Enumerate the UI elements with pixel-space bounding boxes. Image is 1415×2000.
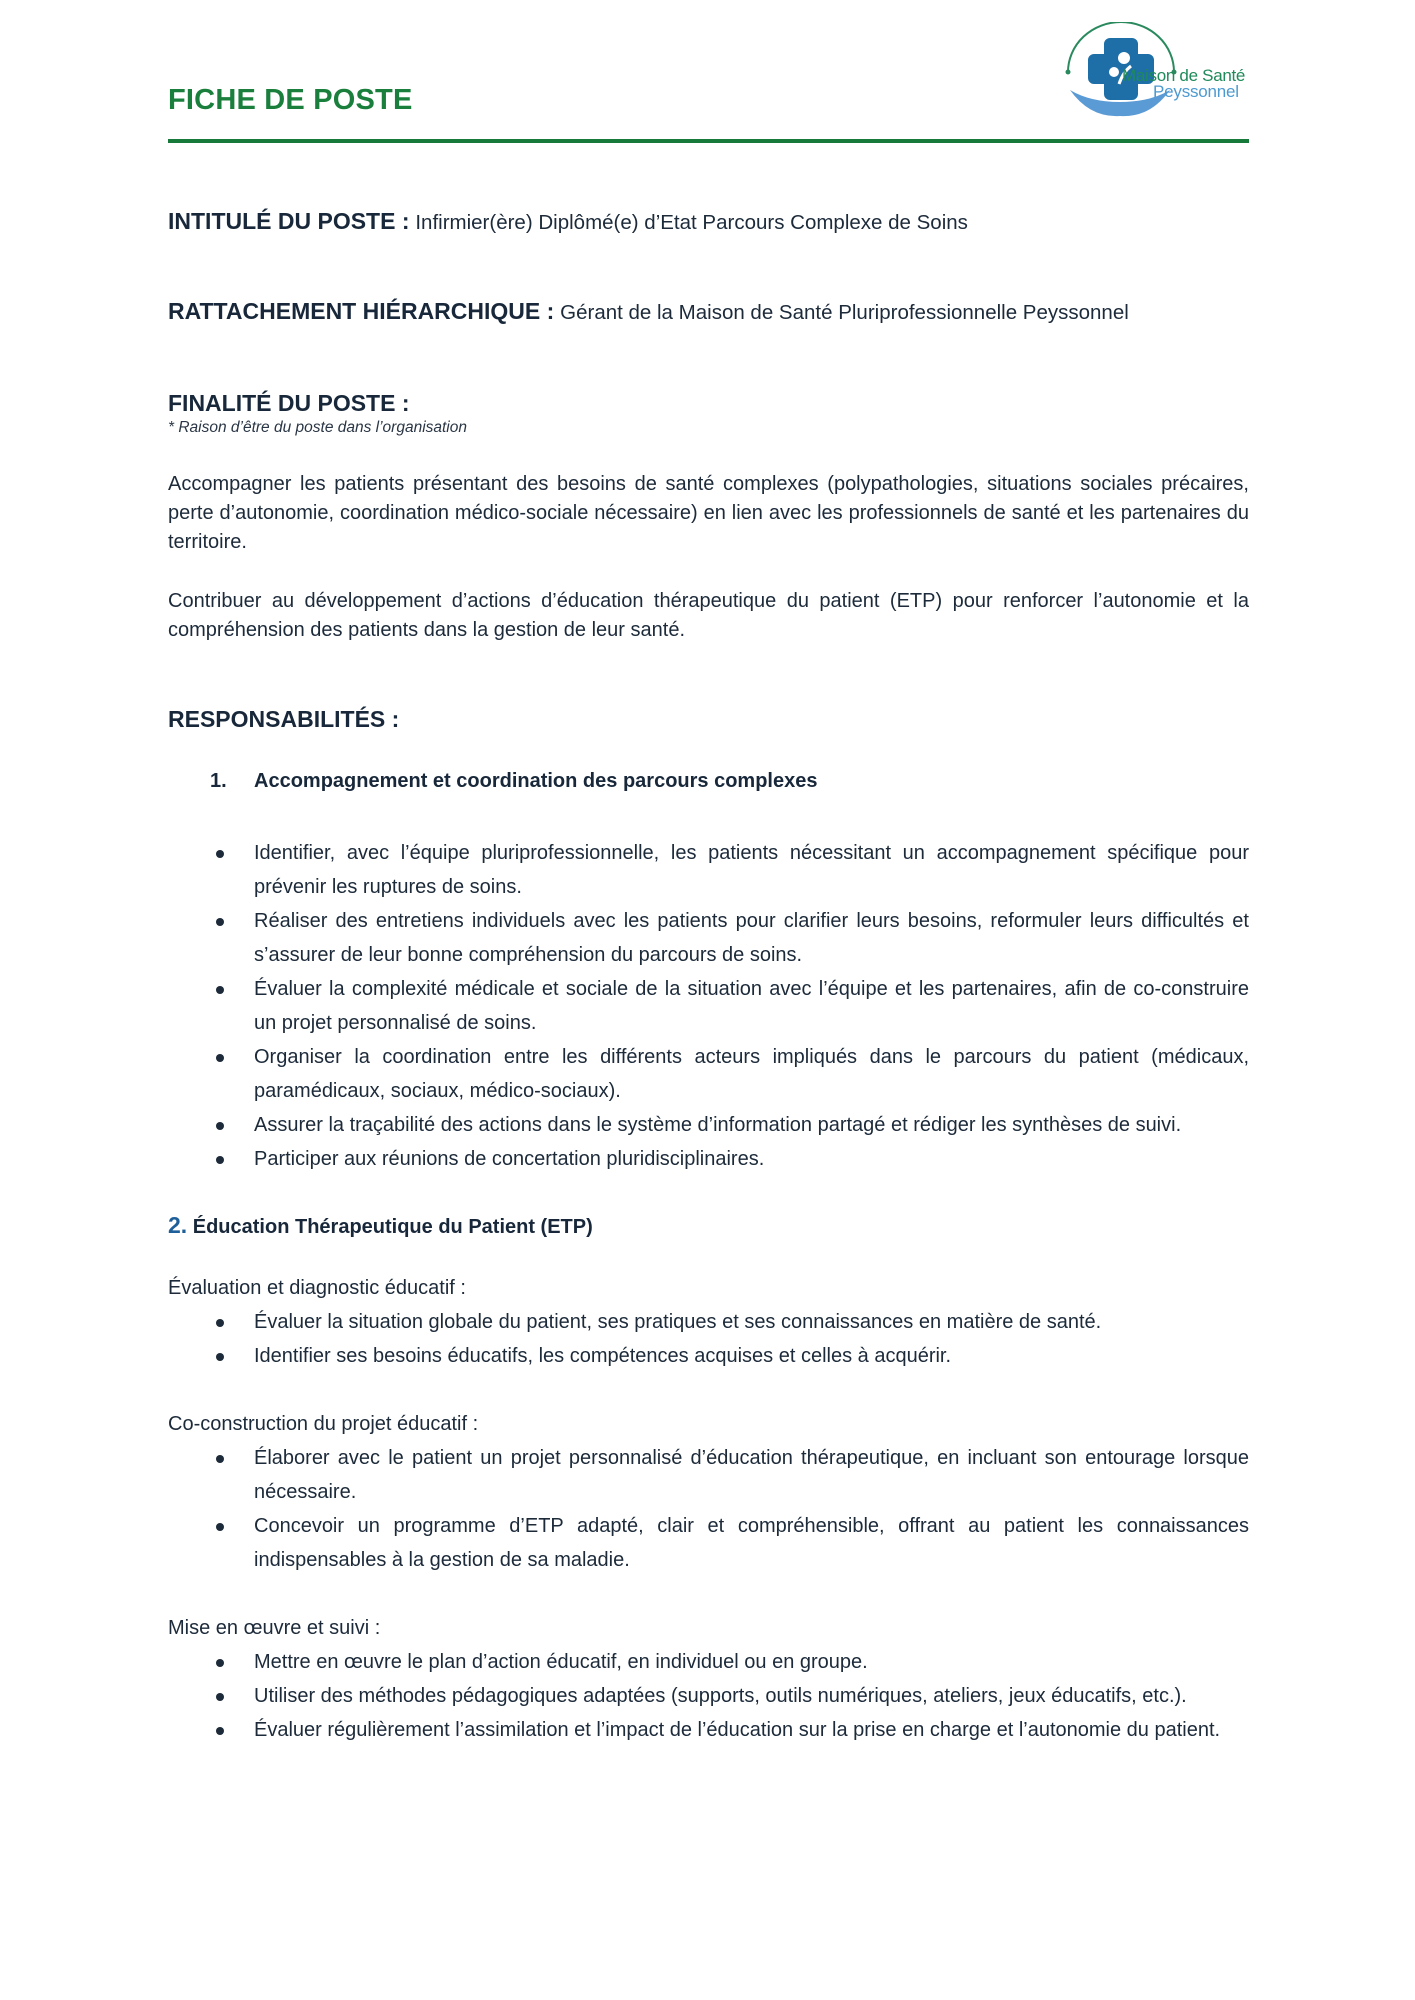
group-label: Co-construction du projet éducatif : <box>168 1413 479 1435</box>
logo-text-maison: Maison de Santé <box>1122 66 1246 85</box>
list-item: Organiser la coordination entre les différents acteurs impliqués dans le parcours du patient (médicaux, paramédicaux, sociaux, médico-sociaux). <box>168 1040 1249 1108</box>
header-divider <box>168 139 1249 143</box>
logo-text-peyssonnel: Peyssonnel <box>1153 82 1239 101</box>
bullet-icon <box>216 918 224 926</box>
group-list <box>168 1441 1249 1577</box>
group-list <box>168 1305 1249 1373</box>
section-1-list <box>168 836 1249 1176</box>
section-1-heading <box>210 770 817 793</box>
finalite-paragraph: Accompagner les patients présentant des besoins de santé complexes (polypathologies, situations sociales précaires, perte d’autonomie, coordination médico-sociale nécessaire) en lien avec les professionnels de santé et les partenaires du territoire. <box>168 473 1249 553</box>
finalite-paragraph: Contribuer au développement d’actions d’éducation thérapeutique du patient (ETP) pour renforcer l’autonomie et la compréhension des patients dans la gestion de leur santé. <box>168 590 1249 641</box>
heading-responsabilites: RESPONSABILITÉS : <box>168 706 400 732</box>
bullet-icon <box>216 1156 224 1164</box>
field-value: Infirmier(ère) Diplômé(e) d’Etat Parcours Complexe de Soins <box>415 211 968 234</box>
bullet-icon <box>216 1693 224 1701</box>
finalite-note: * Raison d’être du poste dans l’organisation <box>168 419 467 436</box>
bullet-icon <box>216 986 224 994</box>
section-title: Accompagnement et coordination des parcours complexes <box>254 770 818 792</box>
list-item: Évaluer la complexité médicale et sociale de la situation avec l’équipe et les partenaires, afin de co-construire un projet personnalisé de soins. <box>168 972 1249 1040</box>
list-item: Assurer la traçabilité des actions dans le système d’information partagé et rédiger les synthèses de suivi. <box>168 1108 1249 1142</box>
bullet-icon <box>216 1727 224 1735</box>
bullet-icon <box>216 1319 224 1327</box>
field-label: RATTACHEMENT HIÉRARCHIQUE : <box>168 298 555 324</box>
bullet-icon <box>216 1353 224 1361</box>
list-item: Évaluer la situation globale du patient, ses pratiques et ses connaissances en matière de santé. <box>168 1305 1249 1339</box>
list-item: Participer aux réunions de concertation pluridisciplinaires. <box>168 1142 1249 1176</box>
bullet-icon <box>216 1054 224 1062</box>
list-item: Concevoir un programme d’ETP adapté, clair et compréhensible, offrant au patient les connaissances indispensables à la gestion de sa maladie. <box>168 1509 1249 1577</box>
bullet-icon <box>216 1523 224 1531</box>
list-item: Mettre en œuvre le plan d’action éducatif, en individuel ou en groupe. <box>168 1645 1249 1679</box>
field-label: INTITULÉ DU POSTE : <box>168 208 410 234</box>
heading-finalite: FINALITÉ DU POSTE : <box>168 390 410 416</box>
bullet-icon <box>216 850 224 858</box>
list-item: Évaluer régulièrement l’assimilation et l’impact de l’éducation sur la prise en charge et l’autonomie du patient. <box>168 1713 1249 1747</box>
bullet-icon <box>216 1659 224 1667</box>
section-number: 1. <box>210 770 227 792</box>
section-title: Éducation Thérapeutique du Patient (ETP) <box>192 1216 593 1238</box>
field-value: Gérant de la Maison de Santé Pluriprofessionnelle Peyssonnel <box>560 301 1129 324</box>
document-title: FICHE DE POSTE <box>168 84 413 116</box>
list-item: Utiliser des méthodes pédagogiques adaptées (supports, outils numériques, ateliers, jeux éducatifs, etc.). <box>168 1679 1249 1713</box>
group-label: Mise en œuvre et suivi : <box>168 1617 381 1639</box>
list-item: Identifier, avec l’équipe pluriprofessionnelle, les patients nécessitant un accompagnement spécifique pour prévenir les ruptures de soins. <box>168 836 1249 904</box>
group-list <box>168 1645 1249 1747</box>
field-intitule <box>168 208 968 235</box>
list-item: Réaliser des entretiens individuels avec les patients pour clarifier leurs besoins, reformuler leurs difficultés et s’assurer de leur bonne compréhension du parcours de soins. <box>168 904 1249 972</box>
bullet-icon <box>216 1122 224 1130</box>
list-item: Identifier ses besoins éducatifs, les compétences acquises et celles à acquérir. <box>168 1339 1249 1373</box>
group-label: Évaluation et diagnostic éducatif : <box>168 1277 466 1299</box>
section-number: 2. <box>168 1212 188 1238</box>
list-item: Élaborer avec le patient un projet personnalisé d’éducation thérapeutique, en incluant son entourage lorsque nécessaire. <box>168 1441 1249 1509</box>
field-rattachement <box>168 298 1129 325</box>
bullet-icon <box>216 1455 224 1463</box>
section-2-heading <box>168 1212 593 1239</box>
